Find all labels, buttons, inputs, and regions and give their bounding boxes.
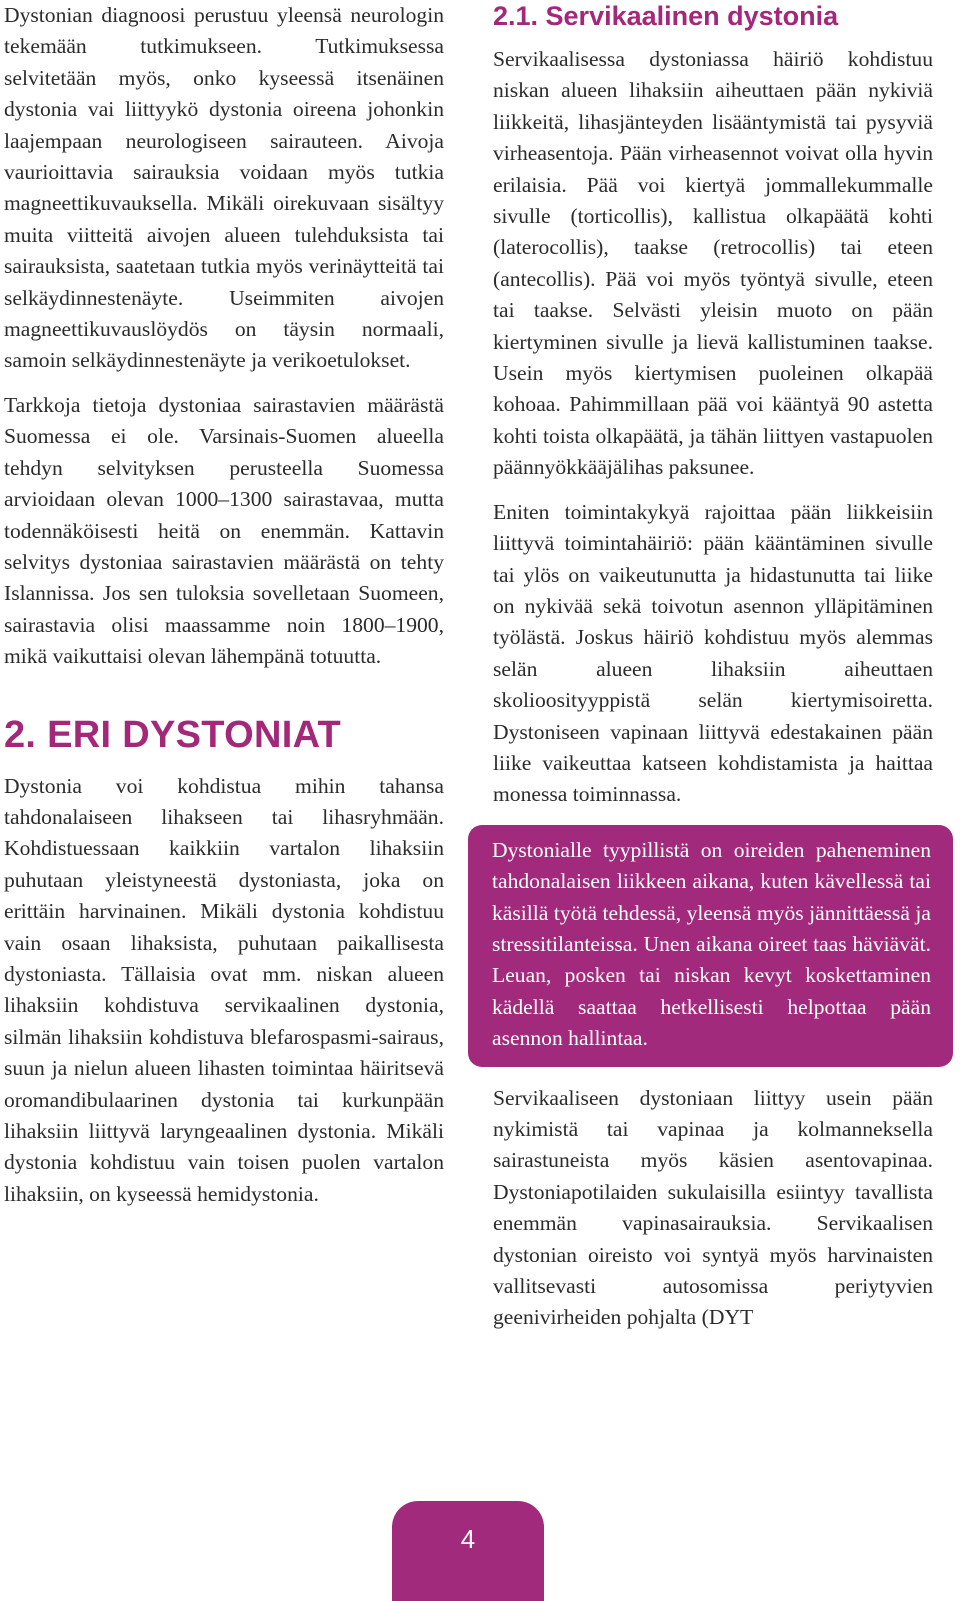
subsection-heading: 2.1. Servikaalinen dystonia — [493, 1, 839, 31]
highlight-box — [468, 825, 953, 1067]
section-heading: 2. ERI DYSTONIAT — [4, 713, 342, 756]
body-paragraph: Tarkkoja tietoja dystoniaa sairastavien määrästä Suomessa ei ole. Varsinais-Suomen alueella tehdyn selvityksen perusteella Suomessa arvioidaan olevan 1000–1300 sairastavaa, mutta todennäköisesti heitä on enemmän. Kattavin selvitys dystoniaa sairastavien määrästä on tehty Islannissa. Jos sen tuloksia sovelletaan Suomeen, sairastavia olisi maassamme noin 1800–1900, mikä vaikuttaisi olevan lähempänä totuutta. — [4, 392, 444, 669]
body-paragraph: Servikaalisessa dystoniassa häiriö kohdistuu niskan alueen lihaksiin aiheuttaen pään nykiviä liikkeitä, lihasjänteyden lisääntymistä tai pysyviä virheasentoja. Pään virheasennot voivat olla hyvin erilaisia. Pää voi kiertyä jommallekummalle sivulle (torticollis), kallistua olkapäätä kohti (laterocollis), taakse (retrocollis) tai eteen (antecollis). Pää voi myös työntyä sivulle, eteen tai taakse. Selvästi yleisin muoto on pään kiertyminen sivulle ja lievä kallistuminen taakse. Usein myös kiertymisen puoleinen olkapää kohoaa. Pahimmillaan pää voi kääntyä 90 astetta kohti toista olkapäätä, ja tähän liittyen vastapuolen päännyökkääjälihas paksunee. — [493, 47, 933, 480]
left-column — [4, 0, 444, 1223]
body-paragraph: Dystonian diagnoosi perustuu yleensä neurologin tekemään tutkimukseen. Tutkimuksessa selvitetään myös, onko kyseessä itsenäinen dystonia vai liittyykö dystonia oireena johonkin laajempaan neurologiseen sairauteen. Aivoja vaurioittavia sairauksia voidaan myös tutkia magneettikuvauksella. Mikäli oirekuvaan sisältyy muita viitteitä aivojen alueen tulehduksista tai sairauksista, saatetaan tutkia myös verinäytteitä tai selkäydinnestenäyte. Useimmiten aivojen magneettikuvauslöydös on täysin normaali, samoin selkäydinnestenäyte ja verikoetulokset. — [4, 3, 444, 373]
body-paragraph: Dystonia voi kohdistua mihin tahansa tahdonalaiseen lihakseen tai lihasryhmään. Kohdistuessaan kaikkiin vartalon lihaksiin puhutaan yleistyneestä dystoniasta, joka on erittäin harvinainen. Mikäli dystonia kohdistuu vain osaan lihaksista, puhutaan paikallisesta dystoniasta. Tällaisia ovat mm. niskan alueen lihaksiin kohdistuva servikaalinen dystonia, silmän lihaksiin kohdistuva blefarospasmi-sairaus, suun ja nielun alueen lihasten toimintaa häiritsevä oromandibulaarinen dystonia tai kurkunpään lihaksiin liittyvä laryngeaalinen dystonia. Mikäli dystonia kohdistuu vain toisen puolen vartalon lihaksiin, on kyseessä hemidystonia. — [4, 773, 444, 1206]
body-paragraph: Servikaaliseen dystoniaan liittyy usein pään nykimistä tai vapinaa ja kolmanneksella sairastuneista myös käsien asentovapinaa. Dystoniapotilaiden sukulaisilla esiintyy tavallista enemmän vapinasairauksia. Servikaalisen dystonian oireisto voi syntyä myös harvinaisten vallitsevasti autosomissa periytyvien geenivirheiden pohjalta (DYT — [493, 1085, 933, 1330]
page-number: 4 — [392, 1501, 544, 1601]
highlight-text: Dystonialle tyypillistä on oireiden paheneminen tahdonalaisen liikkeen aikana, kuten kävellessä tai käsillä työtä tehdessä, yleensä myös jännittäessä ja stressitilanteissa. Unen aikana oireet taas häviävät. Leuan, posken tai niskan kevyt koskettaminen kädellä saattaa hetkellisesti helpottaa pään asennon hallintaa. — [492, 837, 931, 1051]
body-paragraph: Eniten toimintakykyä rajoittaa pään liikkeisiin liittyvä toimintahäiriö: pään kääntäminen sivulle tai ylös on vaikeutunutta ja hidastunutta tai liike on nykivää sekä toivotun asennon ylläpitäminen työlästä. Joskus häiriö kohdistuu myös alemmas selän alueen lihaksiin aiheuttaen skolioosityyppistä selän kiertymisoiretta. Dystoniseen vapinaan liittyvä edestakainen pään liike vaikeuttaa katseen kohdistamista ja haittaa monessa toiminnassa. — [493, 499, 933, 807]
right-column — [493, 0, 933, 1347]
